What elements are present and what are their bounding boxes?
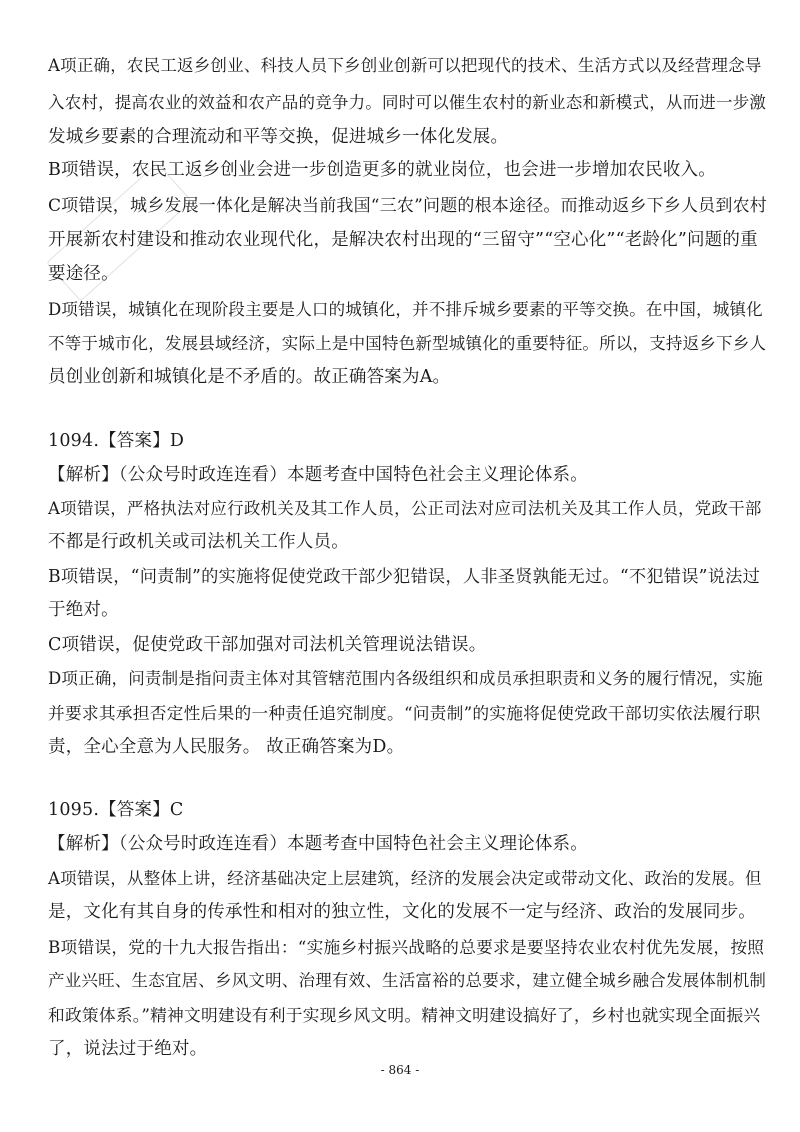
text-line: A项错误，从整体上讲，经济基础决定上层建筑，经济的发展会决定或带动文化、政治的发展。但 bbox=[48, 869, 762, 888]
page-number: - 864 - bbox=[380, 1063, 420, 1077]
text-line: 和政策体系。”精神文明建设有利于实现乡风文明。精神文明建设搞好了，乡村也就实现全面振兴 bbox=[48, 1005, 761, 1025]
text-line: A项正确，农民工返乡创业、科技人员下乡创业创新可以把现代的技术、生活方式以及经营理念导 bbox=[48, 56, 762, 75]
text-line: B项错误，“问责制”的实施将促使党政干部少犯错误，人非圣贤孰能无过。“不犯错误”说法过 bbox=[48, 567, 761, 587]
text-line: A项错误，严格执法对应行政机关及其工作人员，公正司法对应司法机关及其工作人员，党政干部 bbox=[48, 499, 762, 518]
text-line: 不都是行政机关或司法机关工作人员。 bbox=[48, 532, 349, 552]
text-line: 并要求其承担否定性后果的一种责任追究制度。“问责制”的实施将促使党政干部切实依法履行职 bbox=[48, 703, 761, 723]
text-line: 开展新农村建设和推动农业现代化，是解决农村出现的“三留守”“空心化”“老龄化”问题的重 bbox=[48, 230, 758, 250]
text-line: 发城乡要素的合理流动和平等交换，促进城乡一体化发展。 bbox=[48, 127, 509, 147]
text-line: 不等于城市化，发展县域经济，实际上是中国特色新型城镇化的重要特征。所以，支持返乡下乡人 bbox=[48, 334, 767, 353]
text-line: D项正确，问责制是指问责主体对其管辖范围内各级组织和成员承担职责和义务的履行情况，实施 bbox=[48, 669, 763, 688]
analysis-heading: 【解析】（公众号时政连连看）本题考查中国特色社会主义理论体系。 bbox=[48, 465, 588, 485]
text-line: C项错误，促使党政干部加强对司法机关管理说法错误。 bbox=[48, 635, 487, 655]
text-line: B项错误，农民工返乡创业会进一步创造更多的就业岗位，也会进一步增加农民收入。 bbox=[48, 160, 716, 180]
text-line: B项错误，党的十九大报告指出：“实施乡村振兴战略的总要求是要坚持农业农村优先发展，按照 bbox=[48, 937, 765, 957]
text-line: 产业兴旺、生态宜居、乡风文明、治理有效、生活富裕的总要求，建立健全城乡融合发展体制机制 bbox=[48, 971, 767, 990]
text-line: 员创业创新和城镇化是不矛盾的。故正确答案为A。 bbox=[48, 367, 451, 387]
text-line: 入农村，提高农业的效益和农产品的竞争力。同时可以催生农村的新业态和新模式，从而进一步激 bbox=[48, 93, 767, 112]
text-line: 了，说法过于绝对。 bbox=[48, 1039, 208, 1059]
answer-heading: 1094.【答案】D bbox=[48, 431, 185, 451]
text-line: 是，文化有其自身的传承性和相对的独立性，文化的发展不一定与经济、政治的发展同步。 bbox=[48, 902, 756, 922]
text-line: 要途径。 bbox=[48, 264, 119, 284]
answer-heading: 1095.【答案】C bbox=[48, 800, 184, 820]
text-line: D项错误，城镇化在现阶段主要是人口的城镇化，并不排斥城乡要素的平等交换。在中国，城镇化 bbox=[48, 300, 763, 319]
text-line: 责，全心全意为人民服务。 故正确答案为D。 bbox=[48, 737, 405, 757]
analysis-heading: 【解析】（公众号时政连连看）本题考查中国特色社会主义理论体系。 bbox=[48, 834, 588, 854]
text-line: 于绝对。 bbox=[48, 600, 119, 620]
text-line: C项错误，城乡发展一体化是解决当前我国“三农”问题的根本途径。而推动返乡下乡人员到农村 bbox=[48, 196, 767, 216]
